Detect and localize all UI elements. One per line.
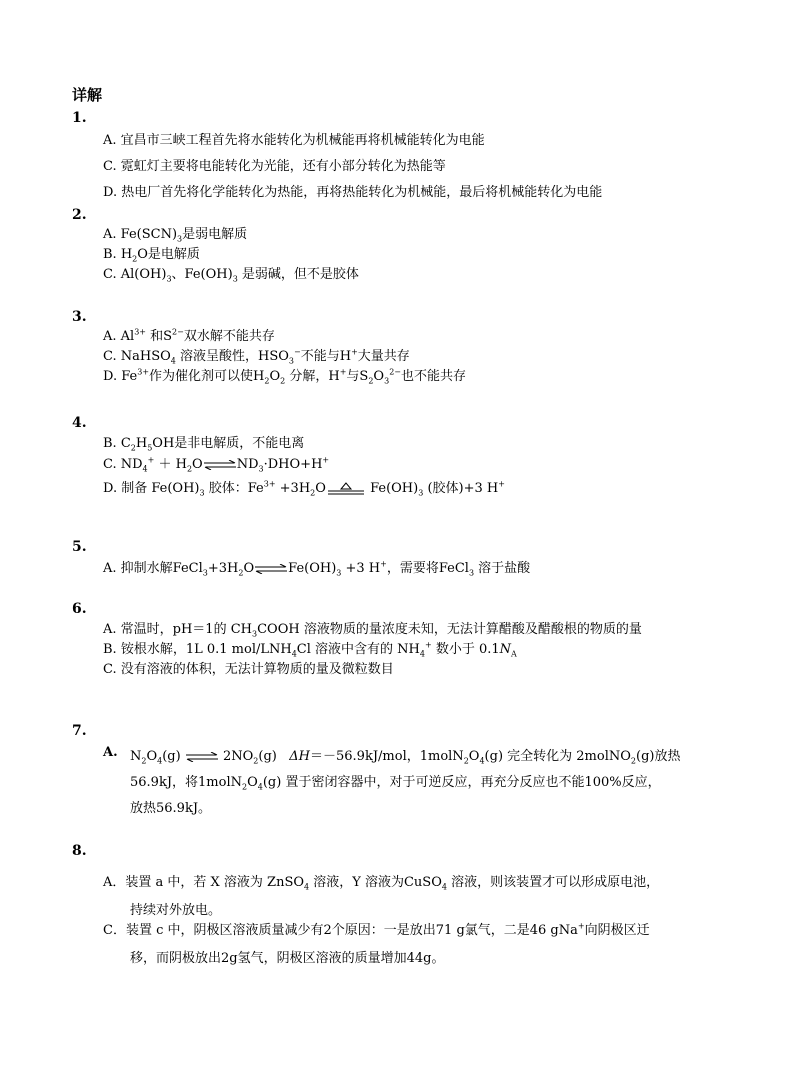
q6-option-c: C. 没有溶液的体积，无法计算物质的量及微粒数目 <box>103 662 394 677</box>
question-number-1: 1. <box>72 110 87 126</box>
question-number-8: 8. <box>72 843 87 859</box>
q7-line-1: $N_2O_4(g)$ $2NO_2(g)$ ΔH＝－56.9kJ/mol，$1molN_2O_4(g)$ 完全转化为 2molNO$_2$(g)放热 <box>130 749 681 766</box>
question-number-2: 2. <box>72 207 87 223</box>
equilibrium-arrow-icon <box>203 460 237 470</box>
heat-arrow-icon <box>326 482 366 496</box>
q7-option-label: A. <box>103 745 118 760</box>
q2-option-b: B. $H_2O$是电解质 <box>103 247 200 264</box>
q8-option-a-line-2: 持续对外放电。 <box>130 903 222 918</box>
q5-option-a: A. 抑制水解$FeCl_3+3H_2O$ $Fe(OH)_3 +3$ H+，需要将FeCl$_3$ 溶于盐酸 <box>103 559 531 578</box>
question-number-6: 6. <box>72 601 87 617</box>
question-number-4: 4. <box>72 415 87 431</box>
q3-option-d: D. $Fe^{3+}$作为催化剂可以使$H_2O_2$ 分解，H+与$S_2O_3^{2-}$也不能共存 <box>103 367 466 386</box>
q6-option-b: B. 铵根水解，1L 0.1 mol/$LNH_4Cl$ 溶液中含有的 $NH_4^+$ 数小于 $0.1N_A$ <box>103 640 517 659</box>
q8-option-c-line-1: C．装置 c 中，阴极区溶液质量减少有2个原因：一是放出71 g氯气，二是46 gNa+向阴极区迁 <box>103 921 650 938</box>
q4-option-d: D. 制备 $Fe(OH)_3$ 胶体：$Fe^{3+} +3H_2O$ $Fe(OH)_3$ (胶体)+3 H+ <box>103 479 505 498</box>
equilibrium-arrow-icon <box>254 564 288 574</box>
q1-option-a: A. 宜昌市三峡工程首先将水能转化为机械能再将机械能转化为电能 <box>103 133 485 148</box>
q1-option-d: D. 热电厂首先将化学能转化为热能，再将热能转化为机械能，最后将机械能转化为电能 <box>103 185 603 200</box>
q3-option-c: C. NaHSO$_4$ 溶液呈酸性，$HSO_3^-$不能与H+大量共存 <box>103 347 410 366</box>
question-number-7: 7. <box>72 723 87 739</box>
q4-option-c: C. $ND_4^+ + H_2O$ $ND_3\cdot DHO+H^+$ <box>103 455 330 474</box>
q8-option-a-line-1: A．装置 a 中，若 X 溶液为 ZnSO$_4$ 溶液，Y 溶液为CuSO$_4$ 溶液，则该装置才可以形成原电池， <box>103 875 660 892</box>
q1-option-c: C. 霓虹灯主要将电能转化为光能，还有小部分转化为热能等 <box>103 159 446 174</box>
equilibrium-arrow-icon <box>185 752 219 762</box>
q3-option-a: A. $Al^{3+}$ 和$S^{2-}$双水解不能共存 <box>103 327 275 344</box>
question-number-3: 3. <box>72 309 87 325</box>
q2-option-a: A. $Fe(SCN)_3$是弱电解质 <box>103 227 248 244</box>
q2-option-c: C. $Al(OH)_3$、$Fe(OH)_3$ 是弱碱，但不是胶体 <box>103 267 359 284</box>
q4-option-b: B. $C_2H_5OH$是非电解质，不能电离 <box>103 436 305 453</box>
page-title: 详解 <box>72 86 103 104</box>
q7-line-3: 放热56.9kJ。 <box>130 801 212 816</box>
q8-option-c-line-2: 移，而阴极放出2g氢气，阴极区溶液的质量增加44g。 <box>130 951 445 966</box>
q6-option-a: A. 常温时，pH＝1的 $CH_3COOH$ 溶液物质的量浓度未知，无法计算醋酸及醋酸根的物质的量 <box>103 622 642 639</box>
question-number-5: 5. <box>72 539 87 555</box>
q7-line-2: 56.9kJ，将$1molN_2O_4(g)$ 置于密闭容器中，对于可逆反应，再充分反应也不能100%反应， <box>130 775 661 792</box>
